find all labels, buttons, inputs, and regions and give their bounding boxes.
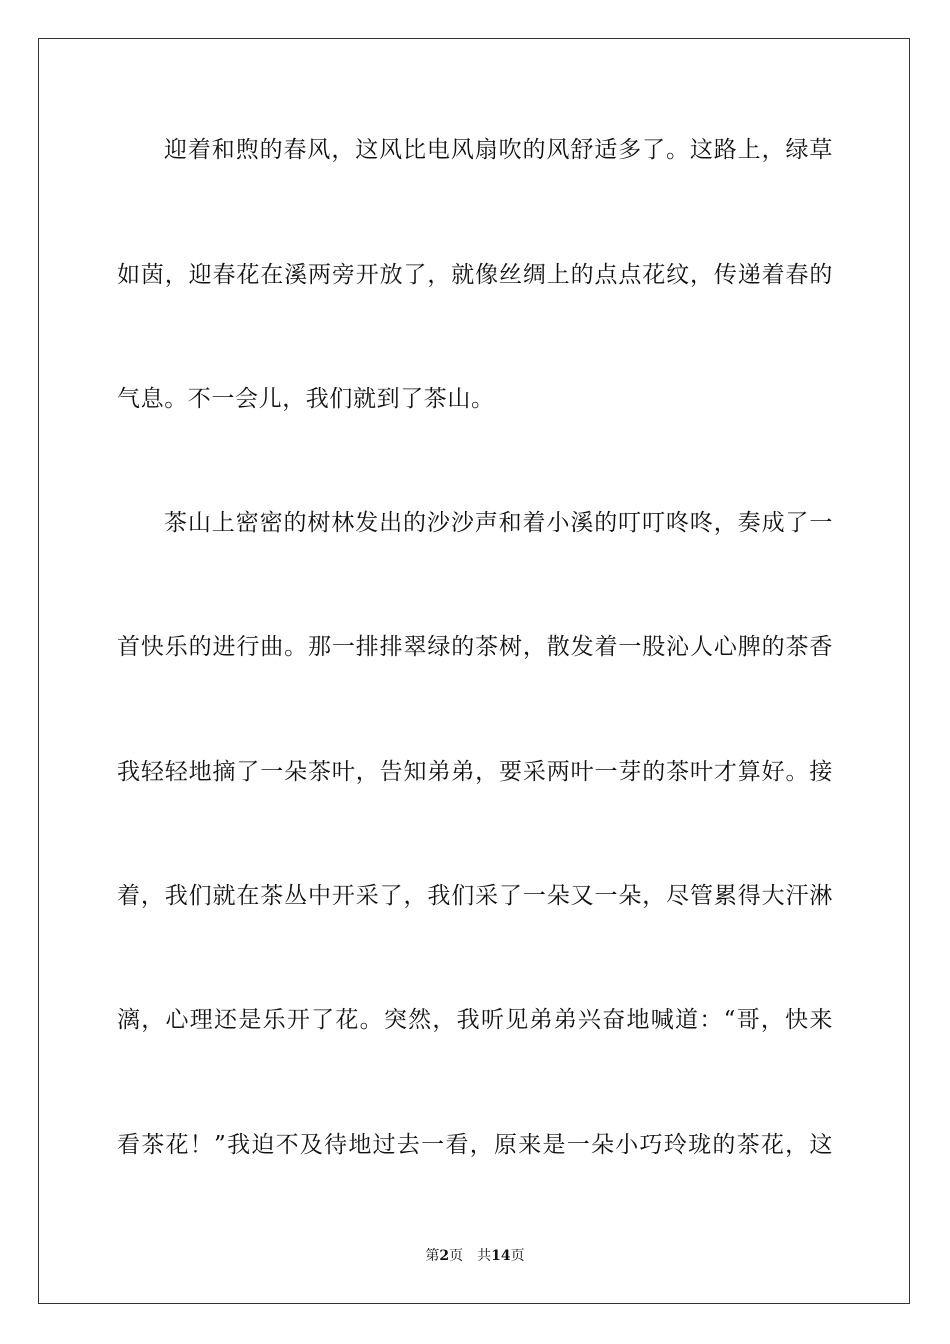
total-suffix: 页 [510,1248,525,1264]
page-footer [0,1246,950,1266]
paragraph-2-line-4: 着，我们就在茶丛中开采了，我们采了一朵又一朵，尽管累得大汗淋 [117,883,833,909]
page-border [38,38,910,1304]
page-prefix: 第 [425,1248,440,1264]
paragraph-2-line-1: 茶山上密密的树林发出的沙沙声和着小溪的叮叮咚咚，奏成了一 [164,510,833,536]
paragraph-1-line-2: 如茵，迎春花在溪两旁开放了，就像丝绸上的点点花纹，传递着春的 [117,262,833,288]
paragraph-1-line-3: 气息。不一会儿，我们就到了茶山。 [117,386,495,412]
total-prefix: 共 [477,1248,492,1264]
page-number: 2 [439,1248,450,1264]
page-suffix: 页 [449,1248,464,1264]
paragraph-2-line-6: 看茶花！”我迫不及待地过去一看，原来是一朵小巧玲珑的茶花，这 [117,1132,833,1158]
paragraph-2-line-5: 漓，心理还是乐开了花。突然，我听见弟弟兴奋地喊道：“哥，快来 [117,1007,833,1033]
total-pages: 14 [491,1248,511,1264]
paragraph-1-line-1: 迎着和煦的春风，这风比电风扇吹的风舒适多了。这路上，绿草 [164,137,833,163]
paragraph-2-line-2: 首快乐的进行曲。那一排排翠绿的茶树，散发着一股沁人心脾的茶香 [117,634,833,660]
paragraph-2-line-3: 我轻轻地摘了一朵茶叶，告知弟弟，要采两叶一芽的茶叶才算好。接 [117,759,833,785]
